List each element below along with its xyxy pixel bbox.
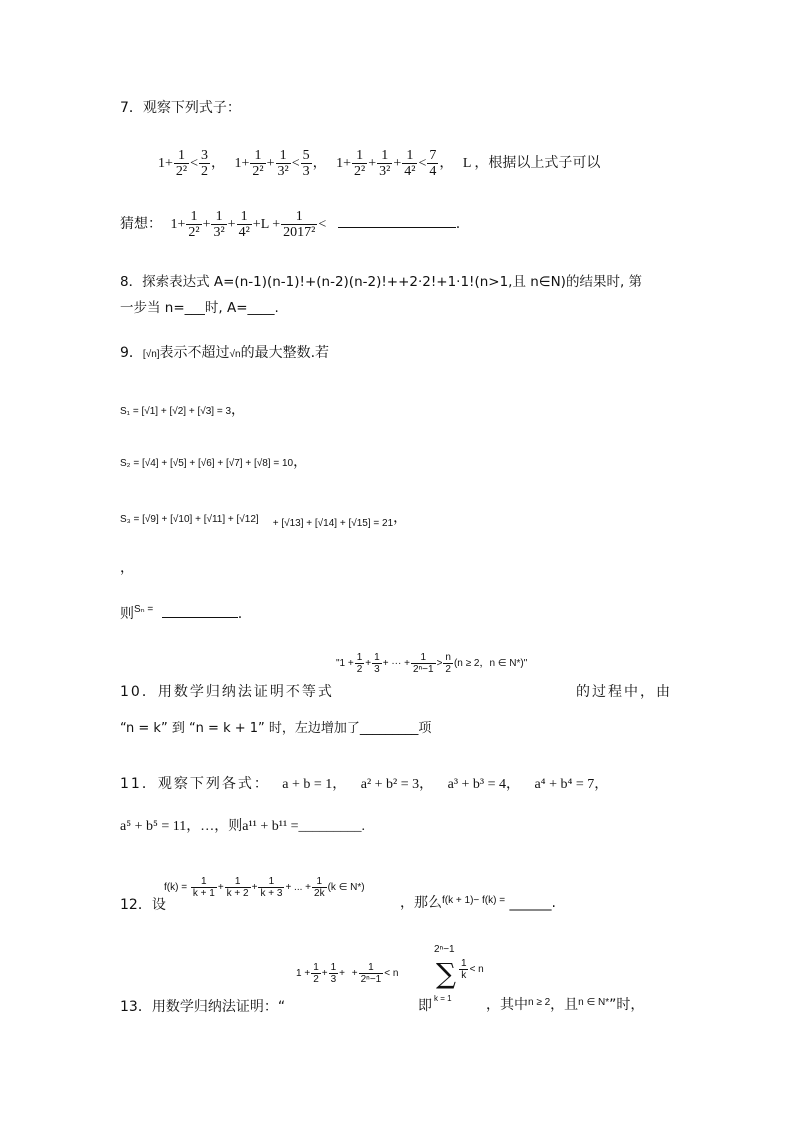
q12-formula: f(k) = $\frac{1}{k + 1}$ + $\frac{1}{k + 2}$ + $\frac{1}{k + 3}$ + ... + $\frac{1}{2k}$ (k ∈ N*) xyxy=(164,876,365,899)
q9-comma: ， xyxy=(120,560,134,576)
q7-ineq3: 1+ $\frac{1}{\text{2²}}$ + $\frac{1}{\text{3²}}$ + $\frac{1}{\text{4²}}$ < $\frac{7}{4}$ ， xyxy=(336,148,454,180)
q9-sqrt-n: √n xyxy=(229,349,241,360)
q10-formula: "1 + $\frac{1}{2}$ + $\frac{1}{3}$ + ··· + $\frac{1}{\text{2ⁿ−1}}$ > $\frac{n}{2}$ (n ≥ 2，n ∈ N*)" xyxy=(336,652,528,675)
q7-answer-blank[interactable] xyxy=(338,217,456,228)
q7-tail: ，根据以上式子可以 xyxy=(474,154,601,171)
q7-ineq2: 1+ $\frac{1}{\text{2²}}$ + $\frac{1}{\text{3²}}$ < $\frac{5}{3}$ ， xyxy=(234,148,327,180)
q8-line2: 一步当 n=___时, A=____. xyxy=(120,300,279,316)
q8-line1: 8．探索表达式 A=(n-1)(n-1)!+(n-2)(n-2)!++2·2!+1·1!(n>1,且 n∈N)的结果时, 第 xyxy=(120,274,643,290)
q13-ji: 即 xyxy=(418,998,432,1014)
q7-dots: L xyxy=(462,156,471,172)
q10-prefix: 10．用数学归纳法证明不等式 xyxy=(120,684,334,700)
q9-intro: 9．[√n]表示不超过√n的最大整数.若 xyxy=(120,345,330,361)
q7-guess-formula: 1+ $\frac{1}{\text{2²}}$ + $\frac{1}{\text{3²}}$ + $\frac{1}{\text{4²}}$ +L + $\frac{1}{\text{2017²}}$ < xyxy=(170,209,327,241)
q13-sum-top: 2ⁿ−1 xyxy=(434,944,455,955)
q9-floor-sqrt: [√n] xyxy=(142,349,160,360)
q7-ineq-row xyxy=(158,148,600,180)
q7-ineq1: 1+ $\frac{1}{\text{2²}}$ < $\frac{3}{2}$ ， xyxy=(158,148,226,180)
q13-sum-term: $\frac{1}{k}$ < n xyxy=(461,958,484,981)
q7-guess-label: 猜想： xyxy=(120,216,162,233)
q12-label: 12．设 xyxy=(120,897,166,913)
q13-tail: ，其中$^{n \ge 2}$，且$^{n \in N*}$”时， xyxy=(486,997,645,1013)
q13-sum-bot: k = 1 xyxy=(434,994,452,1003)
q9-s2: S₂ = [√4] + [√5] + [√6] + [√7] + [√8] = 10， xyxy=(120,454,308,470)
q9-then: 则$^{S_n =}$ . xyxy=(120,604,243,622)
q9-s1: S₁ = [√1] + [√2] + [√3] = 3， xyxy=(120,402,246,418)
q7-title: 7．观察下列式子： xyxy=(120,100,241,116)
q9-answer-blank[interactable] xyxy=(162,607,238,618)
q13-formula: 1 + $\frac{1}{2}$ + $\frac{1}{3}$ + + $\frac{1}{\text{2ⁿ−1}}$ < n xyxy=(296,962,399,985)
q7-guess: 猜想： 1+ $\frac{1}{\text{2²}}$ + $\frac{1}{\text{3²}}$ + $\frac{1}{\text{4²}}$ +L + $\frac{1}{\text{2017²}}$ < . xyxy=(120,209,461,241)
q11-line2: a⁵ + b⁵ = 11，…，则a¹¹ + b¹¹ =_________. xyxy=(120,819,366,834)
q11-line1: 11．观察下列各式： a + b = 1， a² + b² = 3， a³ + b³ = 4， a⁴ + b⁴ = 7， xyxy=(120,776,609,792)
q13-sigma: ∑ xyxy=(436,957,456,990)
q13-label: 13．用数学归纳法证明：“ xyxy=(120,999,286,1015)
q10-line2: “n = k” 到 “n = k + 1” 时，左边增加了_________项 xyxy=(120,721,432,736)
q9-s3: S₃ = [√9] + [√10] + [√11] + [√12] $_{+ [√13] + [√14] + [√15] = 21}$， xyxy=(120,510,408,529)
q10-suffix: 的过程中，由 xyxy=(576,684,672,700)
q12-then: ，那么$^{f(k + 1)- f(k) =}$ ______. xyxy=(400,895,556,911)
